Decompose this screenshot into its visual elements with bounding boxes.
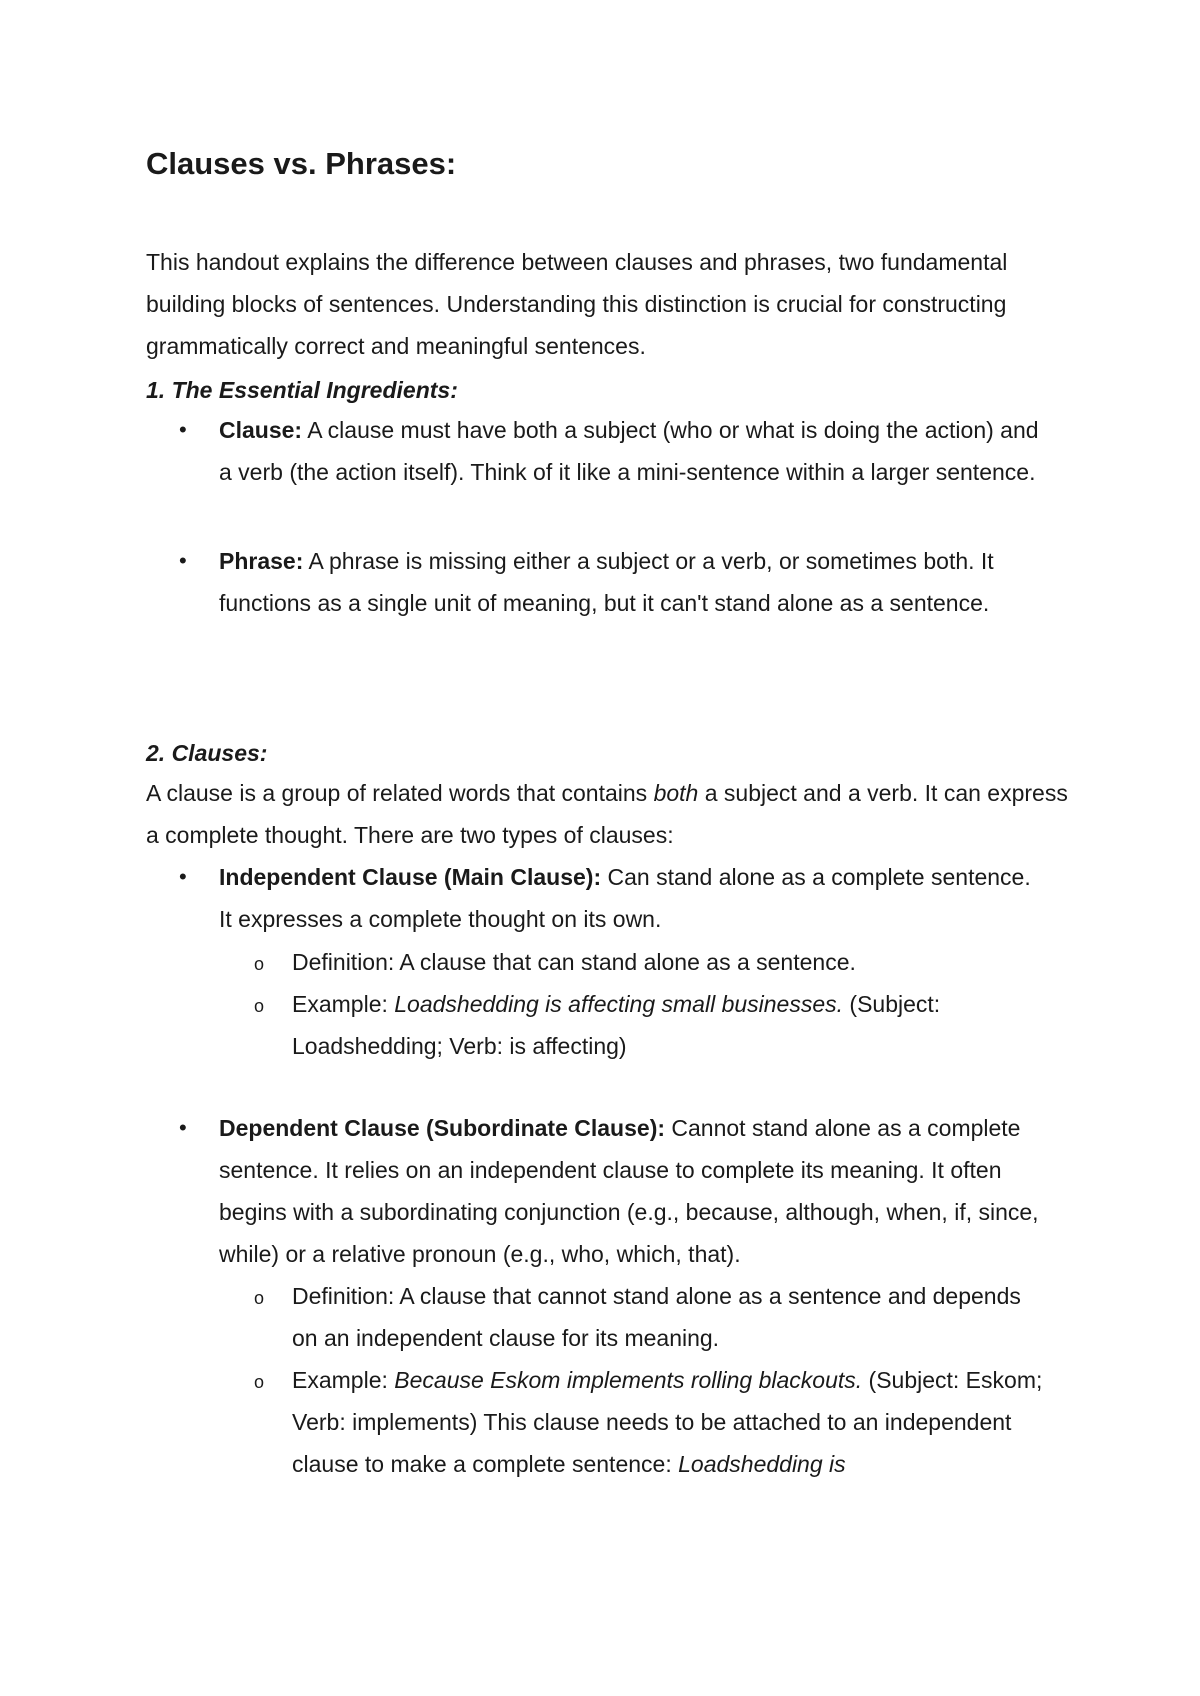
example-analysis: (Subject: Eskom; Verb: implements) This clause needs to be attached to an independent clause to make a complete sentence: — [292, 1367, 1043, 1477]
sub-bullet-independent-example — [254, 983, 1052, 1067]
section-2-heading: 2. Clauses: — [146, 740, 268, 766]
example-analysis: (Subject: Loadshedding; Verb: is affecting) — [292, 991, 941, 1059]
bullet-term: Phrase: — [219, 548, 304, 574]
sub-bullet-icon: o — [254, 996, 265, 1016]
sub-bullet-icon: o — [254, 1288, 265, 1308]
intro-text: a subject and a verb. It can express a complete thought. There are two types of clauses: — [146, 780, 1068, 848]
section-2-intro — [146, 772, 1076, 856]
bullet-text: A phrase is missing either a subject or a verb, or sometimes both. It functions as a single unit of meaning, but it can't stand alone as a sentence. — [219, 548, 994, 616]
sub-bullet-dependent-definition — [254, 1275, 1052, 1359]
bullet-icon: • — [179, 864, 187, 889]
bullet-independent-clause — [179, 856, 1049, 940]
bullet-text: A clause must have both a subject (who or what is doing the action) and a verb (the action itself). Think of it like a mini-sentence within a larger sentence. — [219, 417, 1039, 485]
sub-bullet-independent-definition — [254, 941, 1052, 983]
intro-emphasis: both — [653, 780, 699, 806]
intro-paragraph: This handout explains the difference between clauses and phrases, two fundamental building blocks of sentences. Understanding this distinction is crucial for constructing grammatically correct and meaningful sentences. — [146, 249, 1008, 359]
bullet-text: Can stand alone as a complete sentence. It expresses a complete thought on its own. — [219, 864, 1031, 932]
bullet-icon: • — [179, 1115, 187, 1140]
bullet-term: Independent Clause (Main Clause): — [219, 864, 602, 890]
intro-text: A clause is a group of related words that contains — [146, 780, 654, 806]
example-label: Example: — [292, 991, 395, 1017]
section-1-heading: 1. The Essential Ingredients: — [146, 377, 458, 403]
example-sentence: Loadshedding is affecting small businesses. — [394, 991, 844, 1017]
bullet-icon: • — [179, 548, 187, 573]
bullet-icon: • — [179, 417, 187, 442]
bullet-term: Clause: — [219, 417, 303, 443]
example-sentence: Because Eskom implements rolling blackouts. — [394, 1367, 863, 1393]
example-continuation: Loadshedding is — [678, 1451, 846, 1477]
bullet-dependent-clause — [179, 1107, 1049, 1275]
bullet-clause — [179, 409, 1049, 493]
sub-bullet-dependent-example — [254, 1359, 1052, 1485]
sub-bullet-icon: o — [254, 954, 265, 974]
sub-bullet-icon: o — [254, 1372, 265, 1392]
example-label: Example: — [292, 1367, 395, 1393]
bullet-text: Cannot stand alone as a complete sentence. It relies on an independent clause to complete its meaning. It often begins with a subordinating conjunction (e.g., because, although, when, if, since, while) or a relative pronoun (e.g., who, which, that). — [219, 1115, 1039, 1267]
definition-text: Definition: A clause that can stand alone as a sentence. — [292, 949, 856, 975]
bullet-phrase — [179, 540, 1049, 624]
document-title: Clauses vs. Phrases: — [146, 146, 457, 181]
bullet-term: Dependent Clause (Subordinate Clause): — [219, 1115, 666, 1141]
definition-text: Definition: A clause that cannot stand alone as a sentence and depends on an independent clause for its meaning. — [292, 1283, 1021, 1351]
